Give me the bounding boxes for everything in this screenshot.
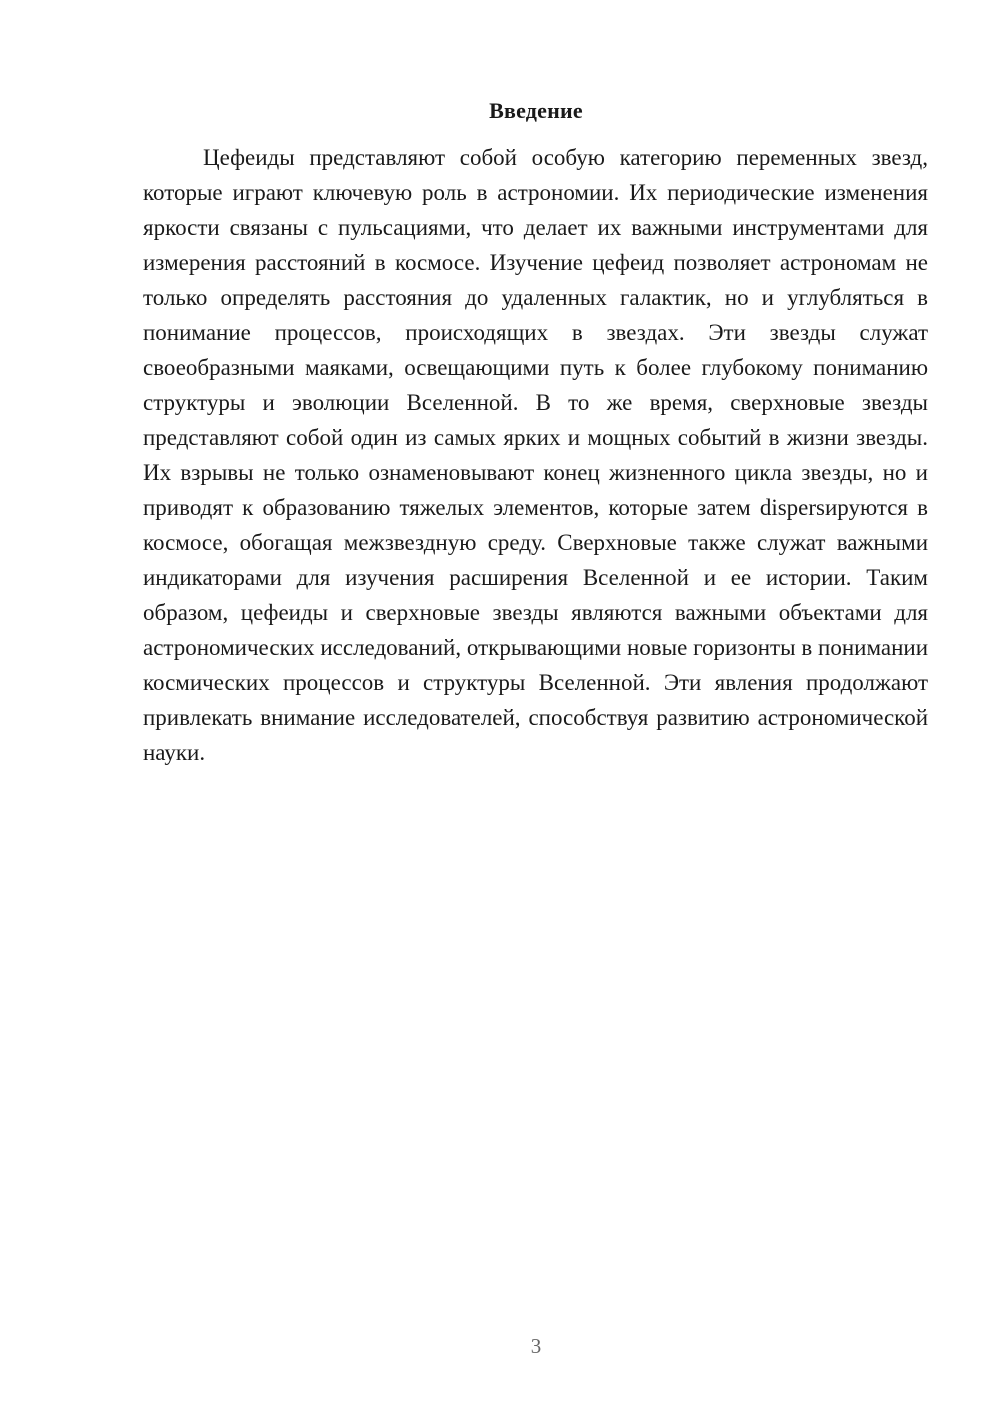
section-heading: Введение xyxy=(489,98,583,123)
page-number: 3 xyxy=(530,1334,542,1358)
body-paragraph: Цефеиды представляют собой особую категорию переменных звезд, которые играют ключевую роль в астрономии. Их периодические изменения яркости связаны с пульсациями, что делает их важными инструментами для измерения расстояний в космосе. Изучение цефеид позволяет астрономам не только определять расстояния до удаленных галактик, но и углубляться в понимание процессов, происходящих в звездах. Эти звезды служат своеобразными маяками, освещающими путь к более глубокому пониманию структуры и эволюции Вселенной. В то же время, сверхновые звезды представляют собой один из самых ярких и мощных событий в жизни звезды. Их взрывы не только ознаменовывают конец жизненного цикла звезды, но и приводят к образованию тяжелых элементов, которые затем dispersируются в космосе, обогащая межзвездную среду. Сверхновые также служат важными индикаторами для изучения расширения Вселенной и ее истории. Таким образом, цефеиды и сверхновые звезды являются важными объектами для астрономических исследований, открывающими новые горизонты в понимании космических процессов и структуры Вселенной. Эти явления продолжают привлекать внимание исследователей, способствуя развитию астрономической науки. xyxy=(143,145,928,765)
